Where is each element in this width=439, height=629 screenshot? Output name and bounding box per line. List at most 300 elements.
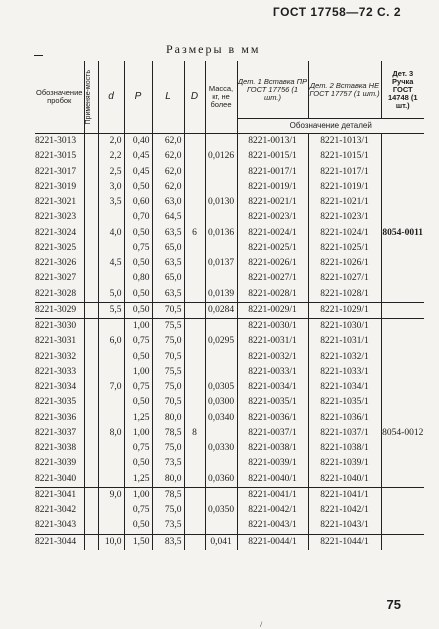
row-l: 65,0	[152, 241, 184, 256]
row-bigd	[184, 518, 205, 534]
row-l: 75,5	[152, 365, 184, 380]
row-mass: 0,0130	[205, 195, 237, 210]
row-part3	[381, 180, 424, 195]
row-designation: 8221-3013	[35, 136, 77, 147]
row-designation: 8221-3031	[35, 336, 77, 347]
row-part1: 8221-0019/1	[237, 180, 308, 195]
row-part3	[381, 534, 424, 550]
row-part3: 8054-0011	[381, 226, 424, 241]
row-l: 63,0	[152, 195, 184, 210]
row-bigd	[184, 241, 205, 256]
table-row	[35, 195, 424, 210]
row-bigd	[184, 395, 205, 410]
row-designation: 8221-3028	[35, 288, 77, 299]
row-l: 64,5	[152, 210, 184, 225]
row-p: 0,50	[124, 287, 152, 303]
row-bigd	[184, 195, 205, 210]
row-d: 2,2	[98, 149, 124, 164]
col-p: P	[124, 61, 152, 134]
row-bigd	[184, 503, 205, 518]
row-part1: 8221-0030/1	[237, 319, 308, 335]
row-designation: 8221-3017	[35, 166, 77, 177]
row-mass	[205, 241, 237, 256]
table-row	[35, 426, 424, 441]
row-p: 1,00	[124, 426, 152, 441]
row-applicability	[84, 365, 98, 380]
row-part2: 8221-1019/1	[308, 180, 381, 195]
row-part1: 8221-0039/1	[237, 456, 308, 471]
table-row	[35, 149, 424, 164]
row-part2: 8221-1044/1	[308, 534, 381, 550]
row-designation: 8221-3023	[35, 212, 77, 223]
row-part2: 8221-1025/1	[308, 241, 381, 256]
row-p: 0,75	[124, 241, 152, 256]
row-part2: 8221-1042/1	[308, 503, 381, 518]
row-l: 73,5	[152, 456, 184, 471]
row-l: 80,0	[152, 472, 184, 488]
row-applicability	[84, 503, 98, 518]
col-l: L	[152, 61, 184, 134]
row-mass: 0,0340	[205, 411, 237, 426]
row-mass: 0,0295	[205, 334, 237, 349]
row-part3	[381, 365, 424, 380]
row-designation: 8221-3038	[35, 443, 77, 454]
row-mass	[205, 180, 237, 195]
table-row	[35, 210, 424, 225]
row-designation: 8221-3039	[35, 458, 77, 469]
row-p: 0,50	[124, 456, 152, 471]
row-part2: 8221-1027/1	[308, 271, 381, 286]
table-body	[35, 134, 424, 550]
row-bigd	[184, 149, 205, 164]
row-bigd	[184, 534, 205, 550]
row-bigd: 6	[184, 226, 205, 241]
row-part3	[381, 487, 424, 503]
row-part1: 8221-0024/1	[237, 226, 308, 241]
row-designation: 8221-3029	[35, 302, 84, 318]
row-l: 75,5	[152, 319, 184, 335]
row-part1: 8221-0043/1	[237, 518, 308, 534]
table-row	[35, 411, 424, 426]
row-applicability	[84, 334, 98, 349]
row-mass: 0,0136	[205, 226, 237, 241]
row-part1: 8221-0023/1	[237, 210, 308, 225]
row-part3	[381, 302, 424, 318]
row-part2: 8221-1026/1	[308, 256, 381, 271]
units-subtitle: Размеры в мм	[166, 42, 261, 56]
table-row	[35, 241, 424, 256]
row-d: 4,5	[98, 256, 124, 271]
row-l: 75,0	[152, 503, 184, 518]
row-applicability	[84, 350, 98, 365]
row-part3	[381, 195, 424, 210]
row-l: 63,5	[152, 287, 184, 303]
row-p: 1,00	[124, 487, 152, 503]
row-part3	[381, 334, 424, 349]
row-l: 62,0	[152, 165, 184, 180]
row-part3	[381, 256, 424, 271]
row-part3	[381, 319, 424, 335]
row-bigd	[184, 472, 205, 488]
row-l: 73,5	[152, 518, 184, 534]
row-d	[98, 210, 124, 225]
row-p: 0,60	[124, 195, 152, 210]
row-applicability	[84, 395, 98, 410]
row-part3	[381, 518, 424, 534]
row-p: 0,45	[124, 165, 152, 180]
row-part2: 8221-1043/1	[308, 518, 381, 534]
table-row	[35, 395, 424, 410]
row-d	[98, 518, 124, 534]
dimensions-table	[35, 61, 424, 550]
table-row	[35, 503, 424, 518]
row-part1: 8221-0035/1	[237, 395, 308, 410]
table-row	[35, 180, 424, 195]
row-mass	[205, 165, 237, 180]
row-p: 0,50	[124, 395, 152, 410]
row-part2: 8221-1032/1	[308, 350, 381, 365]
row-designation: 8221-3040	[35, 473, 77, 484]
row-mass	[205, 134, 237, 150]
row-part2: 8221-1037/1	[308, 426, 381, 441]
row-designation: 8221-3025	[35, 242, 77, 253]
row-designation: 8221-3044	[35, 534, 84, 550]
row-part1: 8221-0029/1	[237, 302, 308, 318]
row-designation: 8221-3030	[35, 319, 84, 335]
row-mass	[205, 210, 237, 225]
table-row	[35, 319, 424, 335]
row-applicability	[84, 180, 98, 195]
table-row	[35, 350, 424, 365]
row-mass: 0,0350	[205, 503, 237, 518]
row-d	[98, 319, 124, 335]
row-p: 0,45	[124, 149, 152, 164]
table-row	[35, 380, 424, 395]
row-applicability	[84, 319, 98, 335]
row-part2: 8221-1038/1	[308, 441, 381, 456]
row-mass	[205, 319, 237, 335]
row-p: 1,00	[124, 365, 152, 380]
row-p: 0,75	[124, 503, 152, 518]
row-p: 0,80	[124, 271, 152, 286]
row-applicability	[84, 287, 98, 303]
row-part2: 8221-1035/1	[308, 395, 381, 410]
row-designation: 8221-3019	[35, 181, 77, 192]
row-bigd	[184, 365, 205, 380]
row-designation: 8221-3043	[35, 520, 77, 531]
row-mass: 0,0139	[205, 287, 237, 303]
row-applicability	[84, 226, 98, 241]
row-d: 3,0	[98, 180, 124, 195]
row-designation: 8221-3034	[35, 382, 77, 393]
row-part1: 8221-0038/1	[237, 441, 308, 456]
table-row	[35, 302, 424, 318]
row-bigd	[184, 210, 205, 225]
row-p: 0,75	[124, 441, 152, 456]
row-applicability	[84, 134, 98, 150]
row-mass	[205, 518, 237, 534]
row-part1: 8221-0041/1	[237, 487, 308, 503]
row-applicability	[84, 210, 98, 225]
row-mass: 0,0330	[205, 441, 237, 456]
col-applicability: Применяе-мость	[84, 61, 98, 134]
row-p: 1,00	[124, 319, 152, 335]
row-bigd	[184, 180, 205, 195]
table-row	[35, 226, 424, 241]
row-d: 5,0	[98, 287, 124, 303]
table-row	[35, 441, 424, 456]
row-mass	[205, 271, 237, 286]
row-l: 62,0	[152, 134, 184, 150]
row-designation: 8221-3036	[35, 412, 77, 423]
row-designation: 8221-3015	[35, 151, 77, 162]
row-applicability	[84, 441, 98, 456]
table-row	[35, 134, 424, 150]
row-bigd	[184, 487, 205, 503]
row-d	[98, 271, 124, 286]
row-applicability	[84, 241, 98, 256]
row-p: 1,25	[124, 472, 152, 488]
row-d	[98, 395, 124, 410]
row-part1: 8221-0026/1	[237, 256, 308, 271]
row-part3	[381, 210, 424, 225]
row-p: 0,50	[124, 180, 152, 195]
table-row	[35, 334, 424, 349]
row-bigd	[184, 256, 205, 271]
row-l: 70,5	[152, 302, 184, 318]
row-designation: 8221-3035	[35, 397, 77, 408]
row-part2: 8221-1029/1	[308, 302, 381, 318]
row-p: 0,50	[124, 226, 152, 241]
row-applicability	[84, 487, 98, 503]
row-part1: 8221-0042/1	[237, 503, 308, 518]
row-part3	[381, 441, 424, 456]
row-l: 70,5	[152, 395, 184, 410]
row-bigd	[184, 411, 205, 426]
row-designation: 8221-3032	[35, 351, 77, 362]
table-row	[35, 256, 424, 271]
row-p: 0,70	[124, 210, 152, 225]
row-part1: 8221-0017/1	[237, 165, 308, 180]
row-designation: 8221-3037	[35, 427, 77, 438]
row-p: 0,50	[124, 256, 152, 271]
row-applicability	[84, 411, 98, 426]
col-part1: Дет. 1 Вставка ПР ГОСТ 17756 (1 шт.)	[237, 61, 308, 119]
row-applicability	[84, 456, 98, 471]
row-part3	[381, 395, 424, 410]
row-applicability	[84, 472, 98, 488]
col-part3: Дет. 3 Ручка ГОСТ 14748 (1 шт.)	[381, 61, 424, 119]
row-applicability	[84, 426, 98, 441]
row-part2: 8221-1021/1	[308, 195, 381, 210]
row-part1: 8221-0015/1	[237, 149, 308, 164]
row-d	[98, 411, 124, 426]
row-l: 70,5	[152, 350, 184, 365]
row-part2: 8221-1034/1	[308, 380, 381, 395]
row-part1: 8221-0033/1	[237, 365, 308, 380]
row-bigd	[184, 302, 205, 318]
row-mass	[205, 365, 237, 380]
row-part1: 8221-0025/1	[237, 241, 308, 256]
row-l: 80,0	[152, 411, 184, 426]
row-d	[98, 350, 124, 365]
row-p: 0,40	[124, 134, 152, 150]
row-d: 8,0	[98, 426, 124, 441]
row-mass: 0,0360	[205, 472, 237, 488]
row-d: 9,0	[98, 487, 124, 503]
row-mass: 0,0305	[205, 380, 237, 395]
row-d: 2,0	[98, 134, 124, 150]
row-part3	[381, 411, 424, 426]
row-l: 75,0	[152, 334, 184, 349]
row-designation: 8221-3027	[35, 273, 77, 284]
row-part2: 8221-1039/1	[308, 456, 381, 471]
row-mass: 0,0126	[205, 149, 237, 164]
row-mass: 0,041	[205, 534, 237, 550]
row-p: 0,75	[124, 334, 152, 349]
row-designation: 8221-3033	[35, 366, 77, 377]
table-row	[35, 271, 424, 286]
row-d: 2,5	[98, 165, 124, 180]
row-part3	[381, 350, 424, 365]
row-part1: 8221-0037/1	[237, 426, 308, 441]
row-part3	[381, 456, 424, 471]
row-l: 63,5	[152, 256, 184, 271]
row-applicability	[84, 534, 98, 550]
table-row	[35, 472, 424, 488]
row-l: 65,0	[152, 271, 184, 286]
row-part2: 8221-1015/1	[308, 149, 381, 164]
row-part2: 8221-1028/1	[308, 287, 381, 303]
row-part3	[381, 149, 424, 164]
row-designation: 8221-3026	[35, 258, 77, 269]
row-part1: 8221-0034/1	[237, 380, 308, 395]
row-part2: 8221-1033/1	[308, 365, 381, 380]
col-designation: Обозначение пробок	[35, 61, 84, 134]
row-l: 75,0	[152, 441, 184, 456]
row-l: 78,5	[152, 487, 184, 503]
row-p: 1,25	[124, 411, 152, 426]
row-mass: 0,0137	[205, 256, 237, 271]
table-row	[35, 518, 424, 534]
row-d	[98, 472, 124, 488]
row-applicability	[84, 380, 98, 395]
col-d: d	[98, 61, 124, 134]
row-part3	[381, 472, 424, 488]
row-mass: 0,0300	[205, 395, 237, 410]
row-d: 10,0	[98, 534, 124, 550]
row-part2: 8221-1013/1	[308, 134, 381, 150]
row-mass	[205, 350, 237, 365]
row-applicability	[84, 271, 98, 286]
row-bigd	[184, 380, 205, 395]
row-designation: 8221-3021	[35, 197, 77, 208]
row-designation: 8221-3042	[35, 505, 77, 516]
row-part2: 8221-1024/1	[308, 226, 381, 241]
row-bigd	[184, 334, 205, 349]
row-l: 78,5	[152, 426, 184, 441]
row-d: 4,0	[98, 226, 124, 241]
row-part1: 8221-0036/1	[237, 411, 308, 426]
row-applicability	[84, 302, 98, 318]
row-designation: 8221-3041	[35, 487, 84, 503]
row-bigd	[184, 134, 205, 150]
row-bigd	[184, 350, 205, 365]
row-mass	[205, 456, 237, 471]
table-row	[35, 456, 424, 471]
table-row	[35, 287, 424, 303]
row-mass	[205, 487, 237, 503]
row-bigd	[184, 271, 205, 286]
row-part3	[381, 241, 424, 256]
row-part1: 8221-0040/1	[237, 472, 308, 488]
table-row	[35, 165, 424, 180]
row-applicability	[84, 518, 98, 534]
table-row	[35, 365, 424, 380]
row-part2: 8221-1017/1	[308, 165, 381, 180]
table-row	[35, 534, 424, 550]
row-applicability	[84, 256, 98, 271]
row-d	[98, 241, 124, 256]
row-part2: 8221-1040/1	[308, 472, 381, 488]
row-part2: 8221-1023/1	[308, 210, 381, 225]
row-applicability	[84, 195, 98, 210]
row-part3	[381, 503, 424, 518]
row-part1: 8221-0031/1	[237, 334, 308, 349]
row-part3	[381, 165, 424, 180]
row-d	[98, 456, 124, 471]
row-part2: 8221-1036/1	[308, 411, 381, 426]
row-d	[98, 365, 124, 380]
row-part1: 8221-0021/1	[237, 195, 308, 210]
row-p: 0,75	[124, 380, 152, 395]
row-part1: 8221-0027/1	[237, 271, 308, 286]
row-p: 0,50	[124, 350, 152, 365]
scan-mark: /	[260, 620, 263, 629]
row-part1: 8221-0032/1	[237, 350, 308, 365]
table-row	[35, 487, 424, 503]
row-d	[98, 503, 124, 518]
col-mass: Масса, кг, не более	[205, 61, 237, 134]
row-part1: 8221-0013/1	[237, 134, 308, 150]
row-d	[98, 441, 124, 456]
row-bigd	[184, 441, 205, 456]
col-part2: Дет. 2 Вставка НЕ ГОСТ 17757 (1 шт.)	[308, 61, 381, 119]
row-applicability	[84, 165, 98, 180]
row-mass: 0,0284	[205, 302, 237, 318]
row-l: 62,0	[152, 180, 184, 195]
row-p: 0,50	[124, 518, 152, 534]
row-d: 6,0	[98, 334, 124, 349]
row-part3	[381, 271, 424, 286]
row-p: 1,50	[124, 534, 152, 550]
row-applicability	[84, 149, 98, 164]
col-bigd: D	[184, 61, 205, 134]
row-mass	[205, 426, 237, 441]
row-designation: 8221-3024	[35, 227, 77, 238]
row-part1: 8221-0044/1	[237, 534, 308, 550]
row-part3: 8054-0012	[381, 426, 424, 441]
row-p: 0,50	[124, 302, 152, 318]
row-bigd	[184, 456, 205, 471]
row-part3	[381, 380, 424, 395]
row-l: 62,0	[152, 149, 184, 164]
row-bigd	[184, 287, 205, 303]
row-part2: 8221-1030/1	[308, 319, 381, 335]
row-bigd	[184, 165, 205, 180]
page-number: 75	[386, 597, 401, 612]
row-part2: 8221-1041/1	[308, 487, 381, 503]
